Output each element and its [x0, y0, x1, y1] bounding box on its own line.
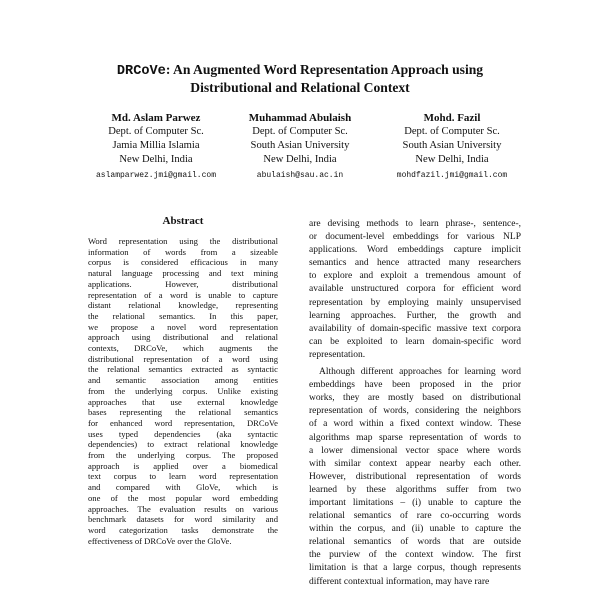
- text-line: for enhanced word representation, DRCoVe: [88, 417, 278, 428]
- text-line: works, they are mostly based on distributional: [309, 393, 521, 404]
- title-line-1: [0, 62, 600, 80]
- text-line: or document-level embeddings for various NLP: [309, 232, 521, 243]
- text-line: word categorization tasks demonstrate the: [88, 524, 278, 535]
- text-line: relational semantics of words that are outside: [309, 537, 521, 548]
- paper-title: [0, 62, 600, 96]
- title-line-2: Distributional and Relational Context: [190, 80, 410, 95]
- text-line: we propose a novel word representation: [88, 321, 278, 332]
- text-line: of a word within a fixed context window. These: [309, 419, 521, 430]
- author-email: aslamparwez.jmi@gmail.com: [95, 171, 217, 180]
- author-affiliation: Jamia Millia Islamia: [112, 140, 200, 151]
- text-line: the relational semantics extracted as syntactic: [88, 364, 278, 375]
- text-line: are devising methods to learn phrase-, sentence-,: [309, 219, 521, 229]
- text-line: and semantic association among entities: [88, 375, 278, 386]
- text-line: can be exploited to learn domain-specific word: [309, 336, 521, 347]
- title-prefix: DRCoVe: [116, 64, 166, 79]
- text-line: Word representation using the distributional: [88, 236, 278, 246]
- author-email: abulaish@sau.ac.in: [256, 171, 344, 180]
- author-dept: Dept. of Computer Sc.: [108, 126, 204, 137]
- author-dept: Dept. of Computer Sc.: [404, 126, 500, 137]
- text-line: Although different approaches for learning word: [319, 367, 521, 378]
- text-line: within the corpus, and (ii) unable to capture the: [309, 524, 521, 535]
- text-line: to explore and exploit a tremendous amount of: [309, 271, 521, 282]
- text-line: representation of a word is unable to capture: [88, 289, 278, 300]
- text-line: algorithms map sparse representation of words to: [309, 432, 521, 443]
- text-line: text corpus to learn word representation: [88, 471, 278, 482]
- author-affiliation: South Asian University: [250, 140, 350, 151]
- author-name: Md. Aslam Parwez: [111, 112, 201, 124]
- text-line: dependencies) to extract relational knowledge: [88, 439, 278, 450]
- text-line: uses typed dependencies (aka syntactic: [88, 428, 278, 439]
- text-line: important limitations – (i) unable to capture the: [309, 497, 521, 508]
- text-line: information of words from a sizeable: [88, 246, 278, 257]
- text-line: benchmark datasets for word similarity and: [88, 514, 278, 525]
- text-line: semantics and hence attracted many researchers: [309, 258, 521, 269]
- text-line: the purview of the context window. The first: [309, 550, 521, 561]
- author-dept: Dept. of Computer Sc.: [252, 126, 348, 137]
- text-line: embeddings have been proposed in the prior: [309, 380, 521, 391]
- body-column: [309, 218, 521, 589]
- text-line: representation by employing mainly unsupervised: [309, 297, 521, 308]
- body-paragraph-1: [309, 218, 521, 362]
- author-location: New Delhi, India: [263, 154, 337, 165]
- author-email: mohdfazil.jmi@gmail.com: [396, 171, 508, 180]
- author-affiliation: South Asian University: [402, 140, 502, 151]
- text-line: approach is applied over a biomedical: [88, 460, 278, 471]
- text-line: one of the most popular word embedding: [88, 492, 278, 503]
- text-line: different contextual information, may have rare: [309, 576, 490, 587]
- text-line: a lower dimensional vector space where words: [309, 445, 521, 456]
- title-line-1-text: : An Augmented Word Representation Approach using: [165, 62, 484, 77]
- body-paragraph-2: [309, 366, 521, 589]
- text-line: distant relational knowledge, representing: [88, 300, 278, 311]
- text-line: the relational semantics. In this paper,: [88, 310, 278, 321]
- text-line: approaches. The evaluation results on various: [88, 503, 278, 514]
- text-line: with similar context appear nearby each other.: [309, 458, 521, 469]
- text-line: corpus is considered efficacious in many: [88, 257, 278, 268]
- text-line: contexts, DRCoVe, which augments the: [88, 343, 278, 354]
- text-line: and compared with GloVe, which is: [88, 482, 278, 493]
- text-line: representation.: [309, 349, 366, 360]
- text-line: learned by these algorithms suffer from two: [309, 484, 521, 495]
- text-line: However, distributional representation of words: [309, 471, 521, 482]
- abstract-heading: Abstract: [162, 215, 204, 227]
- abstract-body: [88, 236, 278, 546]
- text-line: availability of domain-specific massive text corpora: [309, 323, 521, 334]
- text-line: distributional representation of a word using: [88, 353, 278, 364]
- text-line: available unstructured corpora for efficient word: [309, 284, 521, 295]
- text-line: natural language processing and text mining: [88, 268, 278, 279]
- author-name: Mohd. Fazil: [423, 112, 481, 124]
- text-line: effectiveness of DRCoVe over the GloVe.: [88, 535, 232, 546]
- text-line: applications. Word embeddings capture implicit: [309, 245, 521, 256]
- text-line: relational semantics of rare co-occurring words: [309, 511, 521, 522]
- author-name: Muhammad Abulaish: [248, 112, 352, 124]
- text-line: approaches that use external knowledge: [88, 396, 278, 407]
- text-line: from the underlying corpus. Unlike existing: [88, 385, 278, 396]
- author-location: New Delhi, India: [415, 154, 489, 165]
- author-block-3: [362, 111, 542, 182]
- author-location: New Delhi, India: [119, 154, 193, 165]
- text-line: bases representing the relational semantics: [88, 407, 278, 418]
- text-line: representation of words, considering the neighbors: [309, 406, 521, 417]
- text-line: learning approaches. Further, the growth and: [309, 310, 521, 321]
- text-line: applications. However, distributional: [88, 278, 278, 289]
- text-line: limitation is that a large corpus, though represents: [309, 563, 521, 574]
- text-line: from the underlying corpus. The proposed: [88, 450, 278, 461]
- text-line: approach using distributional and relational: [88, 332, 278, 343]
